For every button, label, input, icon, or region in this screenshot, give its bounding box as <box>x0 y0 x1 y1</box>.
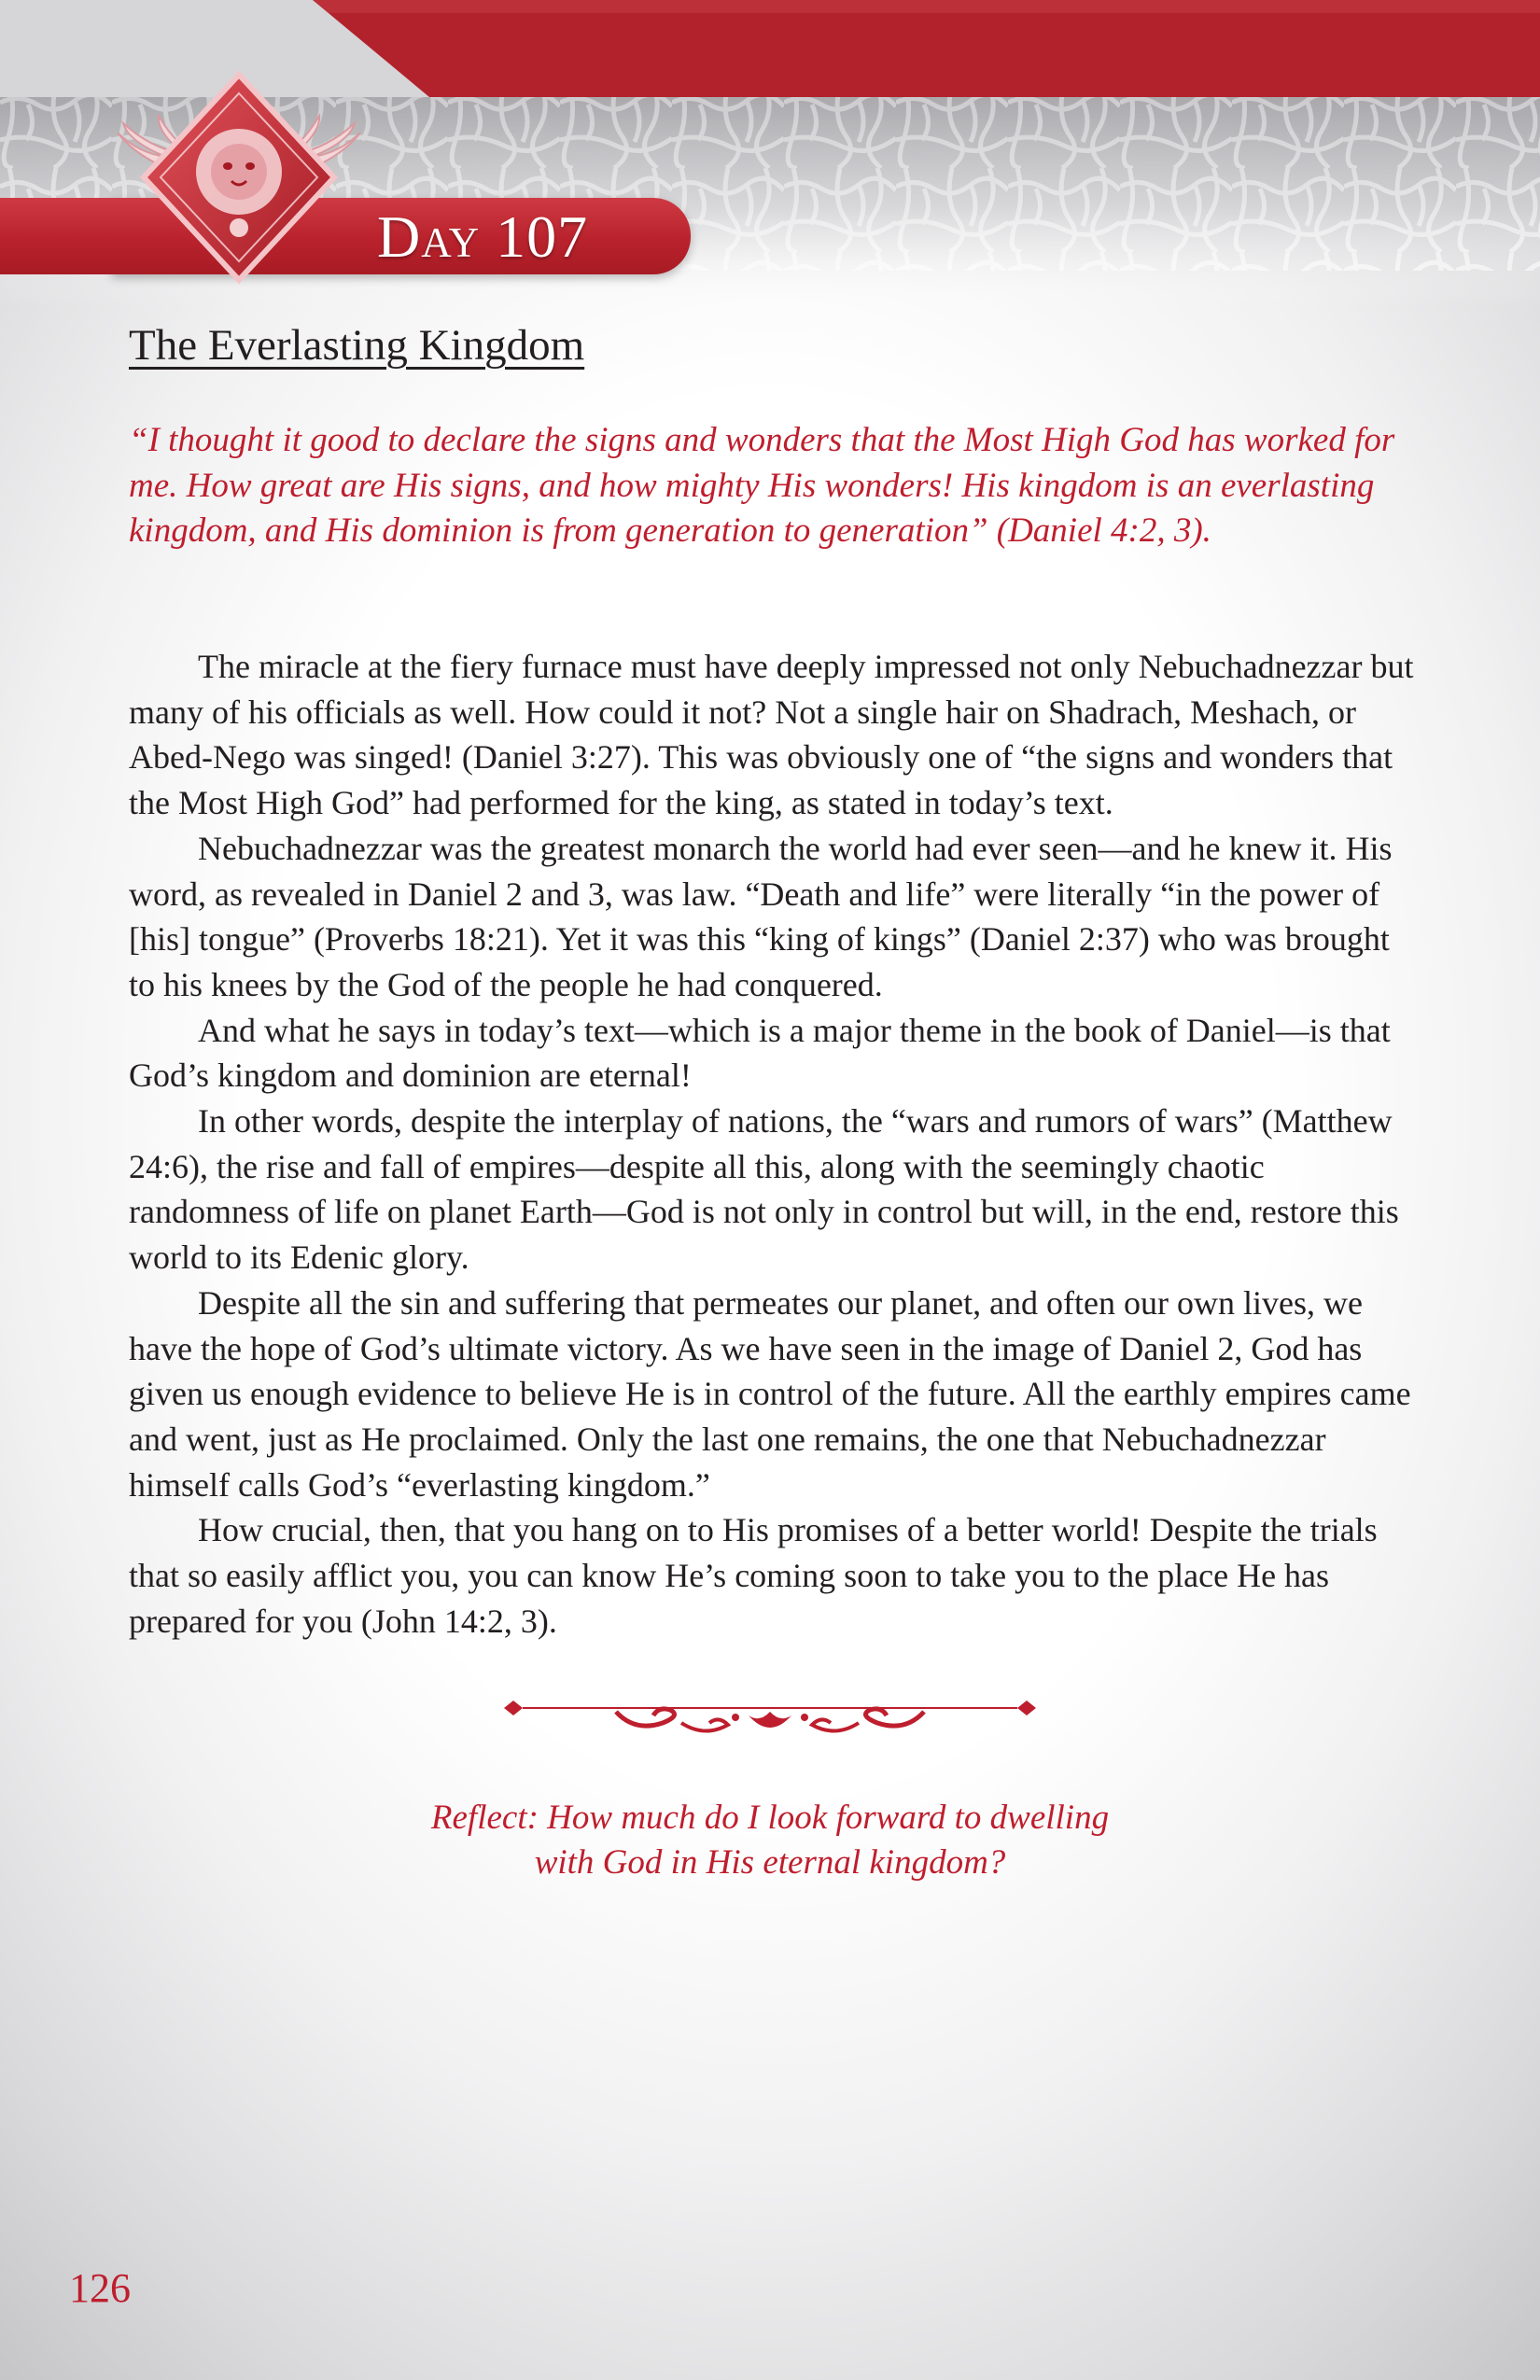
body-paragraph: And what he says in today’s text—which is a major theme in the book of Daniel—is that God’s kingdom and dominion are eternal! <box>129 1011 1391 1095</box>
reflect-prompt <box>280 1796 1260 1885</box>
body-paragraph: The miracle at the fiery furnace must have deeply impressed not only Nebuchadnezzar but many of his officials as well. How could it not? Not a single hair on Shadrach, Meshach, or Abed-Nego was singed! (Daniel 3:27). This was obviously one of “the signs and wonders that the Most High God” had performed for the king, as stated in today’s text. <box>129 648 1414 822</box>
body-paragraph: Nebuchadnezzar was the greatest monarch the world had ever seen—and he knew it. His word, as revealed in Daniel 2 and 3, was law. “Death and life” were literally “in the power of [his] tongue” (Proverbs 18:21). Yet it was this “king of kings” (Daniel 2:37) who was brought to his knees by the God of the people he had conquered. <box>129 829 1393 1003</box>
page-number: 126 <box>69 2265 131 2311</box>
page-title: The Everlasting Kingdom <box>129 321 585 370</box>
reflect-line-2: with God in His eternal kingdom? <box>534 1843 1006 1882</box>
body-paragraph: Despite all the sin and suffering that permeates our planet, and often our own lives, we have the hope of God’s ultimate victory. As we have seen in the image of Daniel 2, God has given us enough evidence to believe He is in control of the future. All the earthly empires came and went, just as He proclaimed. Only the last one remains, the one that Nebuchadnezzar himself calls God’s “everlasting kingdom.” <box>129 1283 1411 1504</box>
body-paragraph: In other words, despite the interplay of nations, the “wars and rumors of wars” (Matthew 24:6), the rise and fall of empires—despite all this, along with the seemingly chaotic randomness of life on planet Earth—God is not only in control but will, in the end, restore this world to its Edenic glory. <box>129 1102 1399 1277</box>
devotional-body <box>129 644 1421 1644</box>
scroll-ornament-icon <box>504 1695 1036 1742</box>
scripture-quote: “I thought it good to declare the signs and wonders that the Most High God has worked for me. How great are His signs, and how mighty His wonders! His kingdom is an everlasting kingdom, and His dominion is from generation to generation” (Daniel 4:2, 3). <box>129 421 1395 550</box>
reflect-line-1: Reflect: How much do I look forward to dwelling <box>430 1799 1110 1837</box>
winged-lion-icon <box>101 67 377 310</box>
day-label: Day 107 <box>377 203 589 270</box>
body-paragraph: How crucial, then, that you hang on to His promises of a better world! Despite the trials that so easily afflict you, you can know He’s coming soon to take you to the place He has prepared for you (John 14:2, 3). <box>129 1511 1378 1640</box>
